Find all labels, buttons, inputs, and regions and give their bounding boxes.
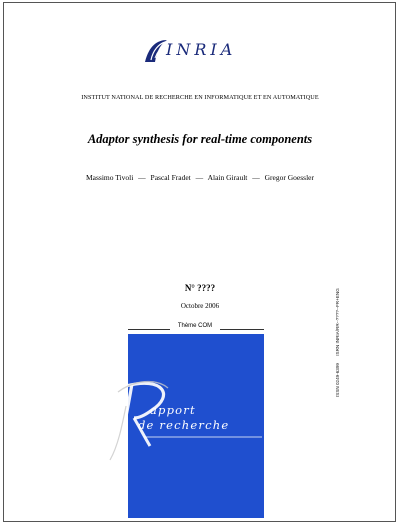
issn-number: ISSN 0249-6399 (335, 363, 340, 397)
series-title-line1: apport (150, 403, 196, 417)
isrn-number: ISRN INRIA/RR--????--FR+ENG (335, 288, 340, 356)
author-separator: — (252, 173, 260, 182)
author-separator: — (138, 173, 146, 182)
author-name: Alain Girault (207, 173, 248, 182)
report-date: Octobre 2006 (180, 302, 220, 310)
author-list (0, 173, 400, 182)
series-title-line2: de recherche (138, 418, 230, 432)
report-title: Adaptor synthesis for real-time components (87, 132, 313, 146)
issn-sidebar (335, 277, 340, 397)
institute-name: INSTITUT NATIONAL DE RECHERCHE EN INFORMATIQUE ET EN AUTOMATIQUE (81, 94, 319, 101)
report-number: N° ???? (184, 283, 216, 293)
author-separator: — (195, 173, 204, 182)
inria-logo-text: INRIA (166, 40, 237, 59)
theme-rule-right (220, 329, 264, 330)
author-name: Gregor Goessler (264, 173, 314, 182)
author-name: Massimo Tivoli (85, 173, 134, 182)
theme-label: Thème COM (177, 323, 213, 329)
theme-rule-left (128, 329, 170, 330)
author-name: Pascal Fradet (150, 173, 191, 182)
